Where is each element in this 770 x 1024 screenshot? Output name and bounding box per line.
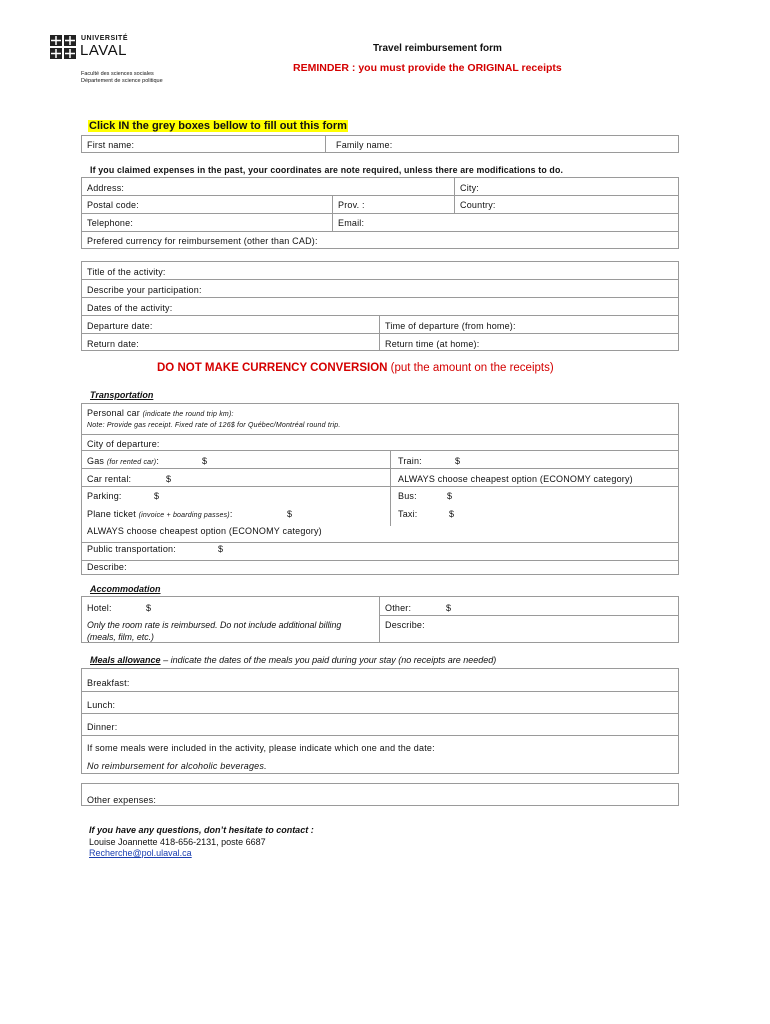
activity-title-field[interactable]: Title of the activity: [87, 267, 166, 277]
plane-dollar: $ [287, 509, 293, 519]
city-departure-field[interactable]: City of departure: [87, 439, 160, 449]
room-rate-note: Only the room rate is reimbursed. Do not include additional billing (meals, film, etc.) [87, 620, 342, 642]
parking-dollar: $ [154, 491, 160, 501]
return-time-field[interactable]: Return time (at home): [385, 339, 480, 349]
lunch-field[interactable]: Lunch: [87, 700, 116, 710]
faculty-name: Faculté des sciences sociales [81, 71, 154, 77]
plane-colon: : [229, 509, 233, 519]
other-expenses-box [81, 783, 679, 806]
meals-heading: Meals allowance [90, 655, 161, 665]
transportation-heading: Transportation [90, 390, 154, 400]
other-dollar: $ [446, 603, 452, 613]
past-claims-note: If you claimed expenses in the past, your coordinates are note required, unless there are modifications to do. [90, 165, 564, 175]
economy-note-right: ALWAYS choose cheapest option (ECONOMY category) [398, 474, 633, 484]
accommodation-describe-field[interactable]: Describe: [385, 620, 425, 630]
return-date-field[interactable]: Return date: [87, 339, 139, 349]
transportation-box [81, 403, 679, 575]
meals-heading-line [90, 655, 496, 665]
currency-warning-note: (put the amount on the receipts) [390, 362, 554, 374]
car-rental-dollar: $ [166, 474, 172, 484]
hotel-field[interactable]: Hotel: [87, 603, 112, 613]
accommodation-heading: Accommodation [90, 584, 161, 594]
taxi-field[interactable]: Taxi: [398, 509, 418, 519]
departure-date-field[interactable]: Departure date: [87, 321, 153, 331]
train-dollar: $ [455, 456, 461, 466]
meals-included-field[interactable]: If some meals were included in the activity, please indicate which one and the date: [87, 743, 435, 753]
name-box [81, 135, 679, 153]
country-field[interactable]: Country: [460, 200, 496, 210]
instructions-banner: Click IN the grey boxes bellow to fill out this form [89, 120, 347, 132]
department-name: Département de science politique [81, 78, 163, 84]
activity-dates-field[interactable]: Dates of the activity: [87, 303, 173, 313]
gas-dollar: $ [202, 456, 208, 466]
postal-code-field[interactable]: Postal code: [87, 200, 139, 210]
economy-note-left: ALWAYS choose cheapest option (ECONOMY category) [87, 526, 322, 536]
logo-grid-icon [50, 35, 78, 59]
plane-ticket-note: (invoice + boarding passes) [138, 512, 230, 519]
family-name-field[interactable]: Family name: [336, 140, 393, 150]
other-accommodation-field[interactable]: Other: [385, 603, 412, 613]
participation-field[interactable]: Describe your participation: [87, 285, 202, 295]
meals-heading-note: – indicate the dates of the meals you paid during your stay (no receipts are needed) [163, 655, 497, 665]
dinner-field[interactable]: Dinner: [87, 722, 118, 732]
personal-car-note: (indicate the round trip km): [142, 411, 234, 418]
university-logo [50, 35, 170, 87]
meals-box [81, 668, 679, 774]
address-box [81, 177, 679, 249]
currency-field[interactable]: Prefered currency for reimbursement (other than CAD): [87, 236, 318, 246]
gas-field[interactable] [87, 456, 159, 466]
public-transport-dollar: $ [218, 544, 224, 554]
email-field[interactable]: Email: [338, 218, 365, 228]
telephone-field[interactable]: Telephone: [87, 218, 134, 228]
form-title: Travel reimbursement form [373, 43, 502, 54]
hotel-dollar: $ [146, 603, 152, 613]
personal-car-field[interactable] [87, 408, 234, 418]
car-rental-field[interactable]: Car rental: [87, 474, 132, 484]
gas-note: (for rented car) [106, 459, 157, 466]
accommodation-box [81, 596, 679, 643]
gas-label: Gas [87, 456, 105, 466]
activity-box [81, 261, 679, 351]
logo-university-top: UNIVERSITÉ [81, 35, 129, 42]
taxi-dollar: $ [449, 509, 455, 519]
bus-field[interactable]: Bus: [398, 491, 417, 501]
bus-dollar: $ [447, 491, 453, 501]
first-name-field[interactable]: First name: [87, 140, 135, 150]
train-field[interactable]: Train: [398, 456, 422, 466]
province-field[interactable]: Prov. : [338, 200, 365, 210]
currency-warning-bold: DO NOT MAKE CURRENCY CONVERSION [157, 362, 388, 374]
reminder-text: REMINDER : you must provide the ORIGINAL receipts [293, 62, 562, 74]
address-field[interactable]: Address: [87, 183, 125, 193]
transport-describe-field[interactable]: Describe: [87, 562, 127, 572]
contact-question: If you have any questions, don’t hesitate to contact : [89, 825, 314, 835]
breakfast-field[interactable]: Breakfast: [87, 678, 130, 688]
departure-time-field[interactable]: Time of departure (from home): [385, 321, 516, 331]
public-transport-field[interactable]: Public transportation: [87, 544, 176, 554]
gas-receipt-note: Note: Provide gas receipt. Fixed rate of 126$ for Québec/Montréal round trip. [87, 422, 341, 429]
no-alcohol-note: No reimbursement for alcoholic beverages. [87, 761, 267, 771]
currency-warning [157, 362, 554, 374]
logo-university-name: LAVAL [80, 42, 127, 59]
gas-colon: : [156, 456, 160, 466]
plane-ticket-label: Plane ticket [87, 509, 136, 519]
plane-ticket-field[interactable] [87, 509, 233, 519]
city-field[interactable]: City: [460, 183, 479, 193]
contact-person: Louise Joannette 418-656-2131, poste 6687 [89, 837, 266, 847]
parking-field[interactable]: Parking: [87, 491, 122, 501]
personal-car-label: Personal car [87, 408, 140, 418]
other-expenses-field[interactable]: Other expenses: [87, 795, 157, 805]
contact-email-link[interactable]: Recherche@pol.ulaval.ca [89, 848, 192, 858]
